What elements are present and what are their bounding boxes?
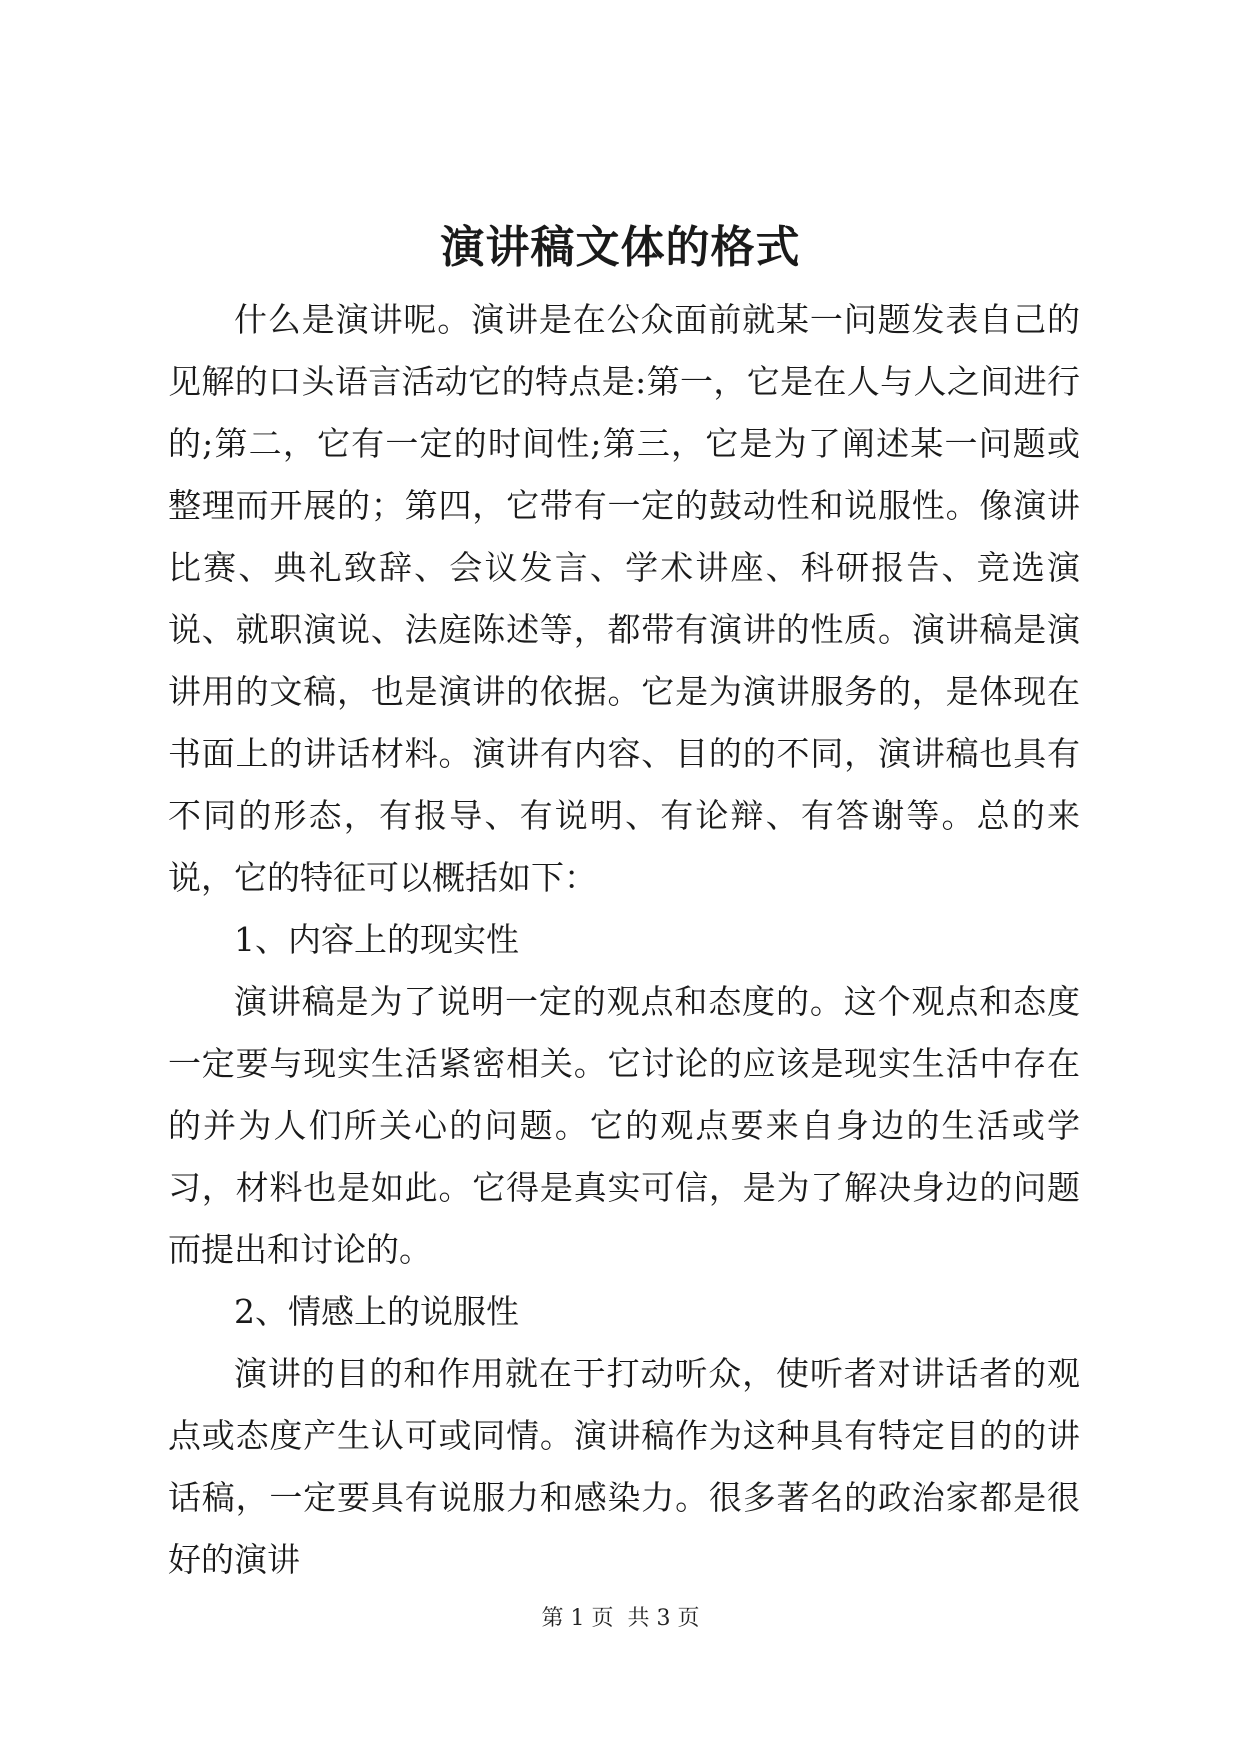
- body-paragraph: 演讲稿是为了说明一定的观点和态度的。这个观点和态度一定要与现实生活紧密相关。它讨论的应该是现实生活中存在的并为人们所关心的问题。它的观点要来自身边的生活或学习，材料也是如此。它得是真实可信，是为了解决身边的问题而提出和讨论的。: [168, 982, 1080, 1269]
- document-title: 演讲稿文体的格式: [440, 222, 801, 273]
- section-heading: 1、内容上的现实性: [234, 920, 519, 959]
- body-paragraph: 演讲的目的和作用就在于打动听众，使听者对讲话者的观点或态度产生认可或同情。演讲稿作为这种具有特定目的的讲话稿，一定要具有说服力和感染力。很多著名的政治家都是很好的演讲: [168, 1354, 1080, 1579]
- page-number: 第 1 页 共 3 页: [541, 1606, 700, 1631]
- page-footer: [0, 1604, 1241, 1634]
- body-paragraph: 什么是演讲呢。演讲是在公众面前就某一问题发表自己的见解的口头语言活动它的特点是:第一，它是在人与人之间进行的;第二，它有一定的时间性;第三，它是为了阐述某一问题或整理而开展的；第四，它带有一定的鼓动性和说服性。像演讲比赛、典礼致辞、会议发言、学术讲座、科研报告、竞选演说、就职演说、法庭陈述等，都带有演讲的性质。演讲稿是演讲用的文稿，也是演讲的依据。它是为演讲服务的，是体现在书面上的讲话材料。演讲有内容、目的的不同，演讲稿也具有不同的形态，有报导、有说明、有论辩、有答谢等。总的来说，它的特征可以概括如下：: [168, 300, 1080, 897]
- document-body: [168, 289, 1080, 1591]
- section-heading: 2、情感上的说服性: [234, 1292, 519, 1331]
